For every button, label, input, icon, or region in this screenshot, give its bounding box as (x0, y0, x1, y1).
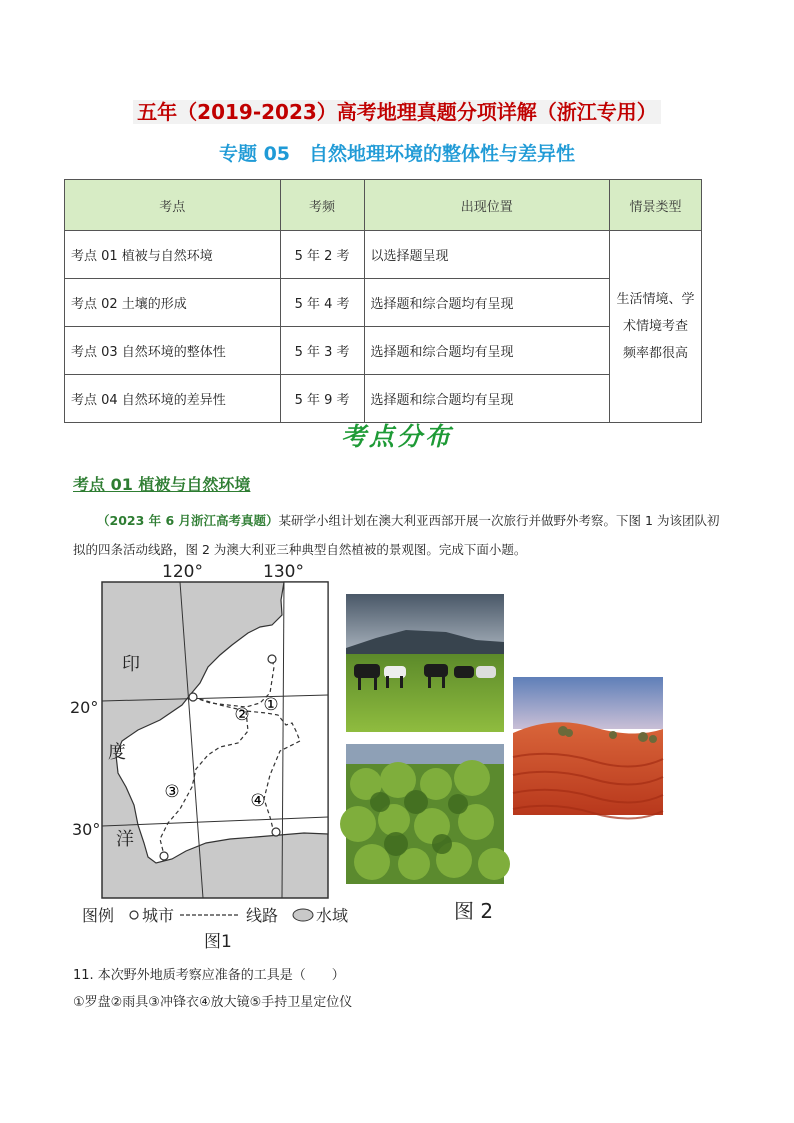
table-cell-freq: 5 年 4 考 (280, 279, 364, 327)
forest-photo (346, 744, 504, 884)
city-dot (160, 852, 168, 860)
figure2-caption: 图 2 (454, 899, 494, 923)
desert-photo (513, 677, 663, 815)
ocean-label: 洋 (116, 829, 134, 850)
latitude-label: 20° (70, 698, 99, 717)
legend-water: 水域 (316, 906, 349, 925)
table-row (65, 279, 702, 327)
city-dot (268, 655, 276, 663)
question-options: ①罗盘②雨具③冲锋衣④放大镜⑤手持卫星定位仪 (73, 995, 353, 1010)
passage-source: （2023 年 6 月浙江高考真题） (97, 513, 279, 528)
route-number: ③ (164, 782, 180, 802)
table-cell-freq: 5 年 9 考 (280, 375, 364, 423)
distribution-heading: 考点分布 (340, 422, 453, 451)
table-row (65, 375, 702, 423)
table-header: 情景类型 (610, 180, 702, 231)
table-cell-position: 选择题和综合题均有呈现 (364, 327, 610, 375)
route-number: ② (234, 705, 250, 725)
legend-city-icon (130, 911, 138, 919)
table-header: 考点 (65, 180, 281, 231)
table-header-row (65, 180, 702, 231)
figure1-map (60, 555, 349, 955)
table-cell-scene (610, 231, 702, 423)
table-cell-position: 选择题和综合题均有呈现 (364, 279, 610, 327)
latitude-label: 30° (72, 820, 101, 839)
scene-line: 生活情境、学 (616, 292, 695, 307)
table-header: 出现位置 (364, 180, 610, 231)
section-title: 考点 01 植被与自然环境 (73, 475, 251, 494)
route-number: ① (263, 695, 279, 715)
table-row (65, 231, 702, 279)
scene-line: 术情境考查 (623, 319, 689, 334)
table-cell-topic: 考点 04 自然环境的差异性 (65, 375, 281, 423)
table-cell-freq: 5 年 2 考 (280, 231, 364, 279)
table-cell-position: 以选择题呈现 (364, 231, 610, 279)
passage-text: 某研学小组计划在澳大利亚西部开展一次旅行并做野外考察。下图 1 为该团队初拟的四条活动线路，图 2 为澳大利亚三种典型自然植被的景观图。完成下面小题。 (73, 513, 720, 557)
table-cell-topic: 考点 02 土壤的形成 (65, 279, 281, 327)
ocean-label: 印 (122, 654, 140, 675)
table-header: 考频 (280, 180, 364, 231)
longitude-label: 130° (263, 562, 304, 582)
table-cell-freq: 5 年 3 考 (280, 327, 364, 375)
ocean-label: 度 (108, 742, 126, 763)
figure1-caption: 图1 (204, 932, 232, 952)
scene-line: 频率都很高 (623, 346, 689, 361)
longitude-label: 120° (162, 562, 203, 582)
question-stem: 11. 本次野外地质考察应准备的工具是（ ） (73, 968, 345, 983)
route-number: ④ (250, 791, 266, 811)
legend-water-icon (293, 909, 313, 921)
grassland-photo (346, 594, 504, 732)
table-cell-position: 选择题和综合题均有呈现 (364, 375, 610, 423)
legend-title: 图例 (82, 906, 115, 925)
document-title: 五年（2019-2023）高考地理真题分项详解（浙江专用） (0, 96, 794, 125)
table-cell-topic: 考点 03 自然环境的整体性 (65, 327, 281, 375)
legend-city: 城市 (142, 906, 175, 925)
legend-route: 线路 (246, 906, 279, 925)
city-dot (189, 693, 197, 701)
topic-table (64, 179, 702, 423)
city-dot (272, 828, 280, 836)
table-cell-topic: 考点 01 植被与自然环境 (65, 231, 281, 279)
table-row (65, 327, 702, 375)
document-subtitle: 专题 05 自然地理环境的整体性与差异性 (218, 143, 576, 165)
